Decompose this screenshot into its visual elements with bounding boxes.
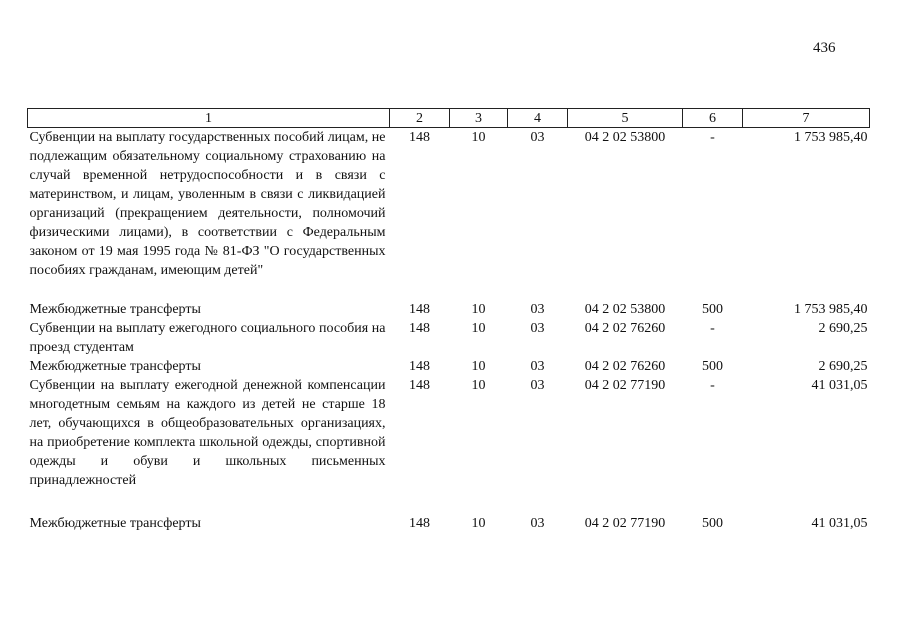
column-header-3: 3 — [450, 109, 508, 128]
table-row — [28, 128, 870, 281]
row-code-4: 03 — [530, 516, 545, 531]
column-header-4: 4 — [508, 109, 568, 128]
column-header-5: 5 — [568, 109, 683, 128]
row-code-4: 03 — [530, 321, 545, 336]
row-code-4: 03 — [530, 359, 545, 374]
row-code-4: 03 — [530, 130, 545, 145]
column-header-7: 7 — [743, 109, 870, 128]
row-code-3: 10 — [471, 321, 486, 336]
column-header-1: 1 — [28, 109, 390, 128]
row-code-5: 04 2 02 77190 — [584, 378, 666, 393]
header-row — [28, 109, 870, 128]
row-code-6: 500 — [702, 359, 723, 374]
row-code-6: - — [710, 378, 715, 393]
table-row — [28, 376, 870, 490]
row-amount: 1 753 985,40 — [794, 302, 868, 317]
row-code-2: 148 — [409, 359, 430, 374]
table-row — [28, 490, 870, 533]
row-name: Субвенции на выплату государственных пособий лицам, не подлежащим обязательному социальному страхованию на случай временной нетрудоспособности и в связи с материнством, и лицам, уволенным в связи с ликвидацией организаций (прекращением деятельности, полномочий физическими лицами), в соответствии с Федеральным законом от 19 мая 1995 года № 81-ФЗ "О государственных пособиях гражданам, имеющим детей" — [29, 130, 386, 278]
row-code-5: 04 2 02 53800 — [584, 302, 666, 317]
table-body — [28, 128, 870, 534]
row-code-3: 10 — [471, 516, 486, 531]
table-row — [28, 280, 870, 319]
row-code-5: 04 2 02 76260 — [584, 321, 666, 336]
row-code-2: 148 — [409, 378, 430, 393]
row-code-3: 10 — [471, 302, 486, 317]
table-header — [28, 109, 870, 128]
row-code-2: 148 — [409, 302, 430, 317]
row-amount: 1 753 985,40 — [794, 130, 868, 145]
row-code-3: 10 — [471, 378, 486, 393]
row-name: Субвенции на выплату ежегодного социального пособия на проезд студентам — [29, 321, 386, 355]
row-code-2: 148 — [409, 321, 430, 336]
row-code-5: 04 2 02 77190 — [584, 516, 666, 531]
row-code-5: 04 2 02 53800 — [584, 130, 666, 145]
row-name: Межбюджетные трансферты — [29, 359, 201, 374]
row-code-6: 500 — [702, 516, 723, 531]
row-name: Межбюджетные трансферты — [29, 302, 201, 317]
row-code-3: 10 — [471, 130, 486, 145]
row-amount: 41 031,05 — [811, 378, 868, 393]
row-code-2: 148 — [409, 516, 430, 531]
column-header-6: 6 — [683, 109, 743, 128]
column-header-2: 2 — [390, 109, 450, 128]
row-code-3: 10 — [471, 359, 486, 374]
budget-table — [27, 108, 870, 533]
row-name: Субвенции на выплату ежегодной денежной компенсации многодетным семьям на каждого из детей не старше 18 лет, обучающихся в общеобразовательных организациях, на приобретение комплекта школьной одежды, спортивной одежды и обуви и школьных письменных принадлежностей — [29, 378, 386, 488]
page-number: 436 — [813, 40, 836, 56]
row-code-6: 500 — [702, 302, 723, 317]
row-code-4: 03 — [530, 302, 545, 317]
row-amount: 2 690,25 — [818, 359, 868, 374]
row-amount: 2 690,25 — [818, 321, 868, 336]
row-name: Межбюджетные трансферты — [29, 516, 201, 531]
row-code-6: - — [710, 321, 715, 336]
row-code-4: 03 — [530, 378, 545, 393]
table-row — [28, 357, 870, 376]
table-row — [28, 319, 870, 357]
row-code-2: 148 — [409, 130, 430, 145]
row-code-5: 04 2 02 76260 — [584, 359, 666, 374]
row-amount: 41 031,05 — [811, 516, 868, 531]
row-code-6: - — [710, 130, 715, 145]
